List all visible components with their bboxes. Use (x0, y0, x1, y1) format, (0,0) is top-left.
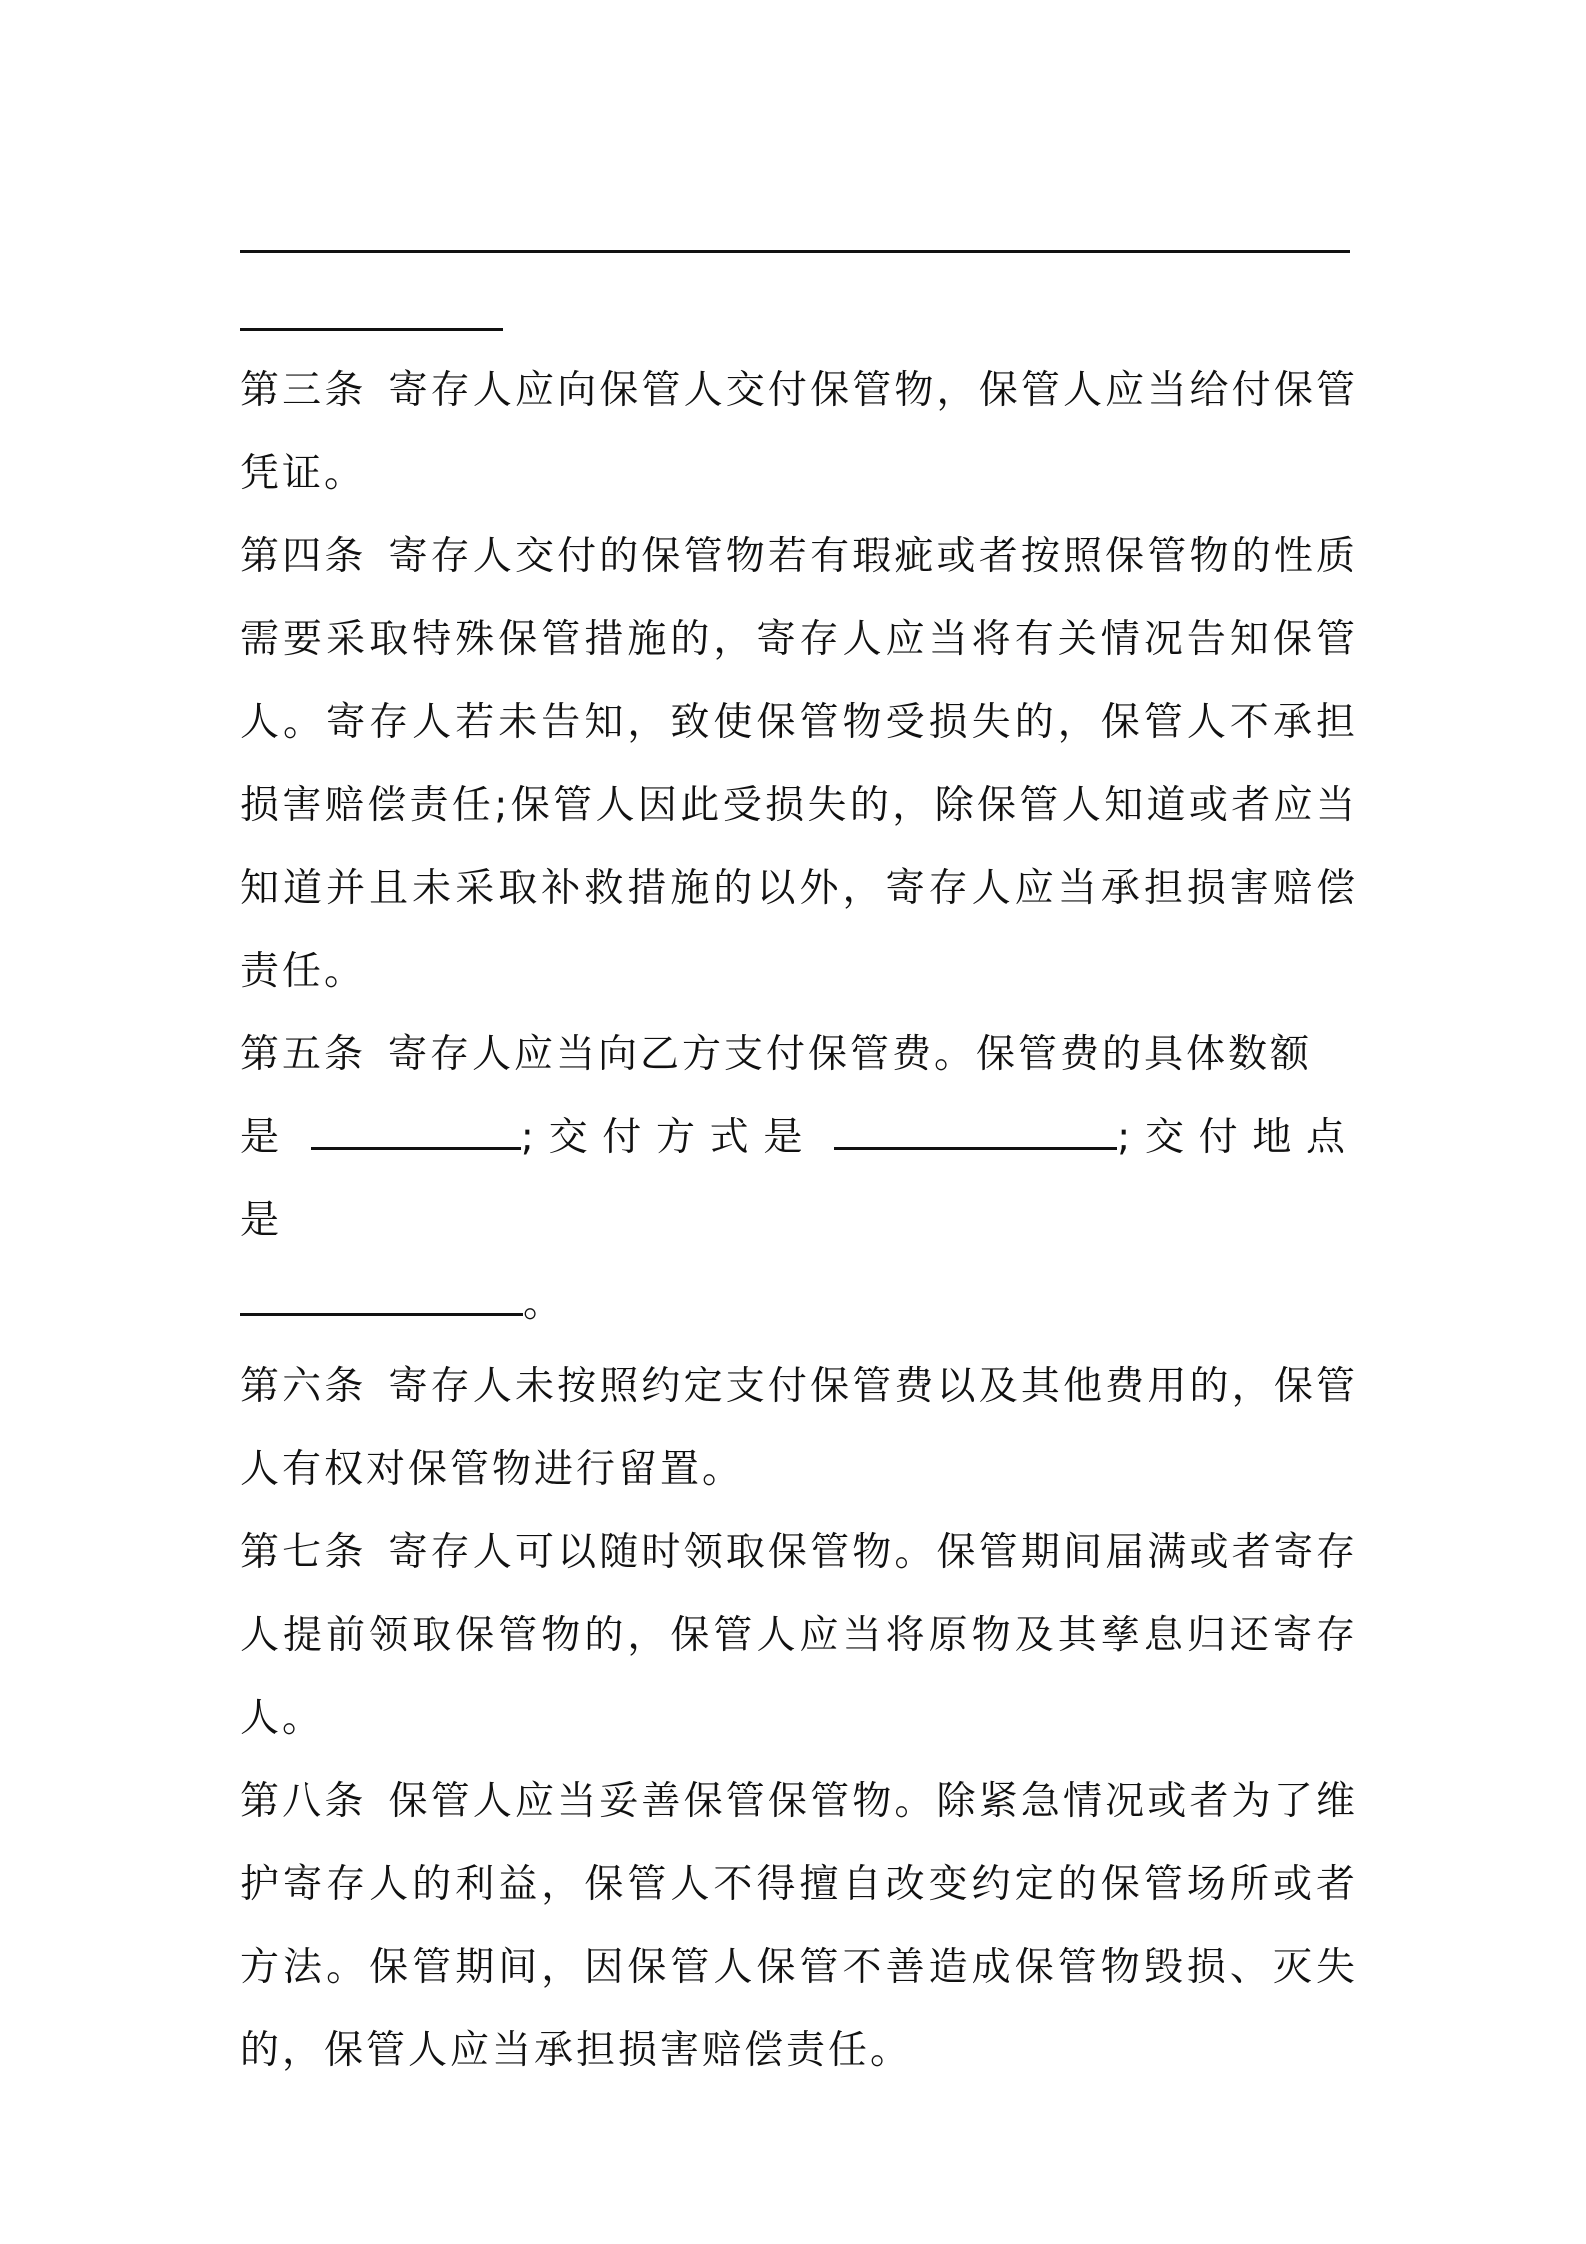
blank-line (240, 328, 503, 331)
article-number: 第五条 (240, 1032, 367, 1077)
article-number: 第六条 (240, 1364, 367, 1409)
article-4 (240, 515, 1358, 1013)
article-number: 第七条 (240, 1530, 367, 1575)
blank-line (240, 250, 1350, 253)
article-text: 保管人应当妥善保管保管物。除紧急情况或者为了维护寄存人的利益，保管人不得擅自改变约定的保管场所或者方法。保管期间，因保管人保管不善造成保管物毁损、灭失的，保管人应当承担损害赔偿责任。 (240, 1779, 1358, 2073)
article-6 (240, 1345, 1358, 1511)
payment-method-blank (834, 1115, 1117, 1150)
article-text: 寄存人可以随时领取保管物。保管期间届满或者寄存人提前领取保管物的，保管人应当将原物及其孳息归还寄存人。 (240, 1530, 1358, 1741)
article-text: 。 (523, 1281, 566, 1326)
article-text: 寄存人应当向乙方支付保管费。保管费的具体数额 (388, 1032, 1313, 1077)
article-text: 寄存人未按照约定支付保管费以及其他费用的，保管人有权对保管物进行留置。 (240, 1364, 1358, 1492)
article-number: 第八条 (240, 1779, 367, 1824)
payment-place-blank (240, 1281, 523, 1316)
article-5 (240, 1013, 1358, 1345)
article-number: 第四条 (240, 534, 367, 579)
contract-page (240, 212, 1358, 2092)
article-8 (240, 1760, 1358, 2092)
article-7 (240, 1511, 1358, 1760)
article-3 (240, 349, 1358, 515)
fee-amount-blank (311, 1115, 521, 1150)
article-text: 寄存人交付的保管物若有瑕疵或者按照保管物的性质需要采取特殊保管措施的，寄存人应当将有关情况告知保管人。寄存人若未告知，致使保管物受损失的，保管人不承担损害赔偿责任;保管人因此受损失的，除保管人知道或者应当知道并且未采取补救措施的以外，寄存人应当承担损害赔偿责任。 (240, 534, 1358, 994)
article-text: ;交付地点是 (240, 1115, 1359, 1243)
article-text: ;交付方式是 (520, 1115, 818, 1160)
article-number: 第三条 (240, 368, 367, 413)
article-text: 寄存人应向保管人交付保管物，保管人应当给付保管凭证。 (240, 368, 1358, 496)
article-text: 是 (240, 1115, 294, 1160)
